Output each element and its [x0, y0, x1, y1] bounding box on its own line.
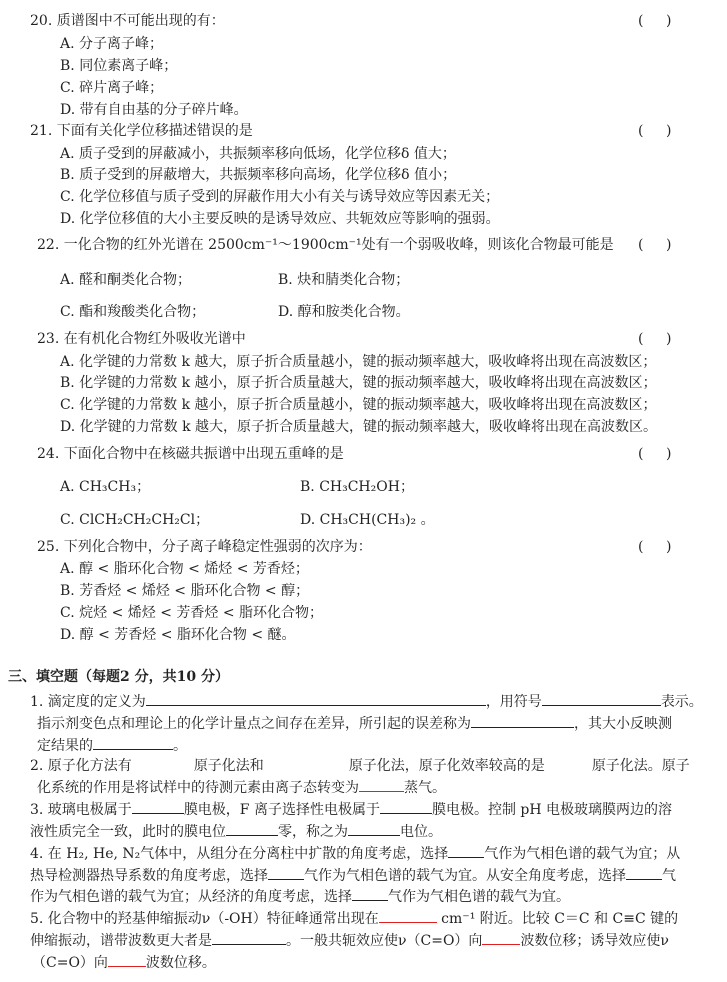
option: A. 质子受到的屏蔽减小，共振频率移向低场，化学位移δ 值大； — [60, 146, 456, 162]
text: 指示剂变色点和理论上的化学计量点之间存在差异，所引起的误差称为 — [37, 716, 471, 732]
text: 定结果的 — [37, 738, 93, 754]
paren-open: ( — [638, 123, 644, 139]
fill-line — [30, 865, 676, 885]
option: B. 芳香烃 < 烯烃 < 脂环化合物 < 醇； — [60, 583, 310, 599]
option: A. 分子离子峰； — [60, 36, 164, 52]
option: C. 烷烃 < 烯烃 < 芳香烃 < 脂环化合物； — [60, 605, 324, 621]
text: 原子化法和 — [193, 758, 264, 774]
text: 4. 在 H₂, He, N₂气体中，从组分在分离柱中扩散的角度考虑，选择 — [30, 846, 449, 862]
text: 化系统的作用是将试样中的待测元素由离子态转变为 — [37, 780, 359, 796]
fill-line — [30, 691, 703, 711]
answer-blank[interactable] — [359, 777, 404, 792]
answer-blank[interactable] — [626, 865, 662, 880]
option: D. 化学键的力常数 k 越大，原子折合质量越大，键的振动频率越大，吸收峰将出现在高波数区。 — [60, 419, 658, 435]
text: 气作为气相色谱的载气为宜；从 — [484, 846, 681, 862]
option: B. 质子受到的屏蔽增大，共振频率移向高场，化学位移δ 值小； — [60, 167, 457, 183]
text: 5. 化合物中的羟基伸缩振动ν（-OH）特征峰通常出现在 — [30, 911, 379, 927]
answer-blank[interactable] — [380, 799, 432, 814]
option: C. 碎片离子峰； — [60, 80, 164, 96]
answer-blank[interactable] — [146, 691, 486, 706]
paren-close: ) — [666, 446, 672, 462]
text: ，用符号 — [485, 694, 542, 710]
fill-line — [30, 821, 442, 841]
fill-line — [30, 930, 669, 950]
paren-open: ( — [638, 13, 644, 29]
fill-line — [30, 799, 672, 819]
question-number: 24. — [37, 446, 60, 462]
fill-line — [30, 756, 690, 776]
option: B. 化学键的力常数 k 越小，原子折合质量越大，键的振动频率越大，吸收峰将出现在高波数区； — [60, 375, 657, 391]
question-text: 下列化合物中，分子离子峰稳定性强弱的次序为： — [63, 539, 372, 555]
option: C. ClCH₂CH₂CH₂Cl； — [60, 512, 210, 528]
text: 膜电极。控制 pH 电极玻璃膜两边的溶 — [431, 802, 673, 818]
option: B. 同位素离子峰； — [60, 58, 178, 74]
text: 。一般共轭效应使ν（C=O）向 — [286, 933, 483, 949]
fill-line — [30, 886, 570, 906]
paren-close: ) — [666, 123, 672, 139]
option: A. 醛和酮类化合物； — [60, 272, 192, 288]
fill-line — [30, 908, 678, 928]
answer-blank[interactable] — [348, 821, 400, 836]
text: （C=O）向 — [32, 955, 108, 971]
text: 2. 原子化方法有 — [30, 758, 132, 774]
text: 气作为气相色谱的载气为宜。 — [388, 889, 570, 905]
question-text: 下面有关化学位移描述错误的是 — [56, 123, 253, 139]
answer-blank[interactable] — [93, 735, 173, 750]
fill-line — [37, 777, 446, 797]
text: 零，称之为 — [278, 824, 348, 840]
text: cm⁻¹ 附近。比较 C＝C 和 C≡C 键的 — [436, 911, 679, 927]
option: D. 带有自由基的分子碎片峰。 — [60, 102, 248, 118]
paren-open: ( — [638, 237, 644, 253]
text: 热导检测器热导系数的角度考虑，选择 — [30, 868, 268, 884]
option: A. 化学键的力常数 k 越大，原子折合质量越小，键的振动频率越大，吸收峰将出现在高波数区； — [60, 354, 657, 370]
question-23-stem — [37, 329, 246, 349]
text: 表示。 — [660, 694, 703, 710]
question-text: 下面化合物中在核磁共振谱中出现五重峰的是 — [63, 446, 344, 462]
text: 作为气相色谱的载气为宜；从经济的角度考虑，选择 — [30, 889, 352, 905]
fill-line — [32, 952, 216, 972]
paren-close: ) — [666, 237, 672, 253]
option: B. 炔和腈类化合物； — [278, 272, 410, 288]
question-number: 22. — [37, 237, 60, 253]
answer-blank[interactable] — [268, 865, 304, 880]
text: 液性质完全一致，此时的膜电位 — [30, 824, 226, 840]
text: 蒸气。 — [404, 780, 446, 796]
question-22-stem — [37, 235, 614, 255]
text: 伸缩振动，谱带波数更大者是 — [30, 933, 212, 949]
paren-close: ) — [666, 13, 672, 29]
answer-blank[interactable] — [448, 843, 484, 858]
section-title: 三、填空题（每题2 分，共10 分） — [8, 669, 229, 685]
text: 原子化法。原子 — [591, 758, 690, 774]
text: ，其大小反映测 — [574, 716, 672, 732]
paren-open: ( — [638, 539, 644, 555]
answer-blank[interactable] — [226, 821, 278, 836]
paren-close: ) — [666, 331, 672, 347]
text: 气 — [662, 868, 676, 884]
option: D. 醇 < 芳香烃 < 脂环化合物 < 醚。 — [60, 627, 296, 643]
answer-blank[interactable] — [542, 691, 661, 706]
question-text: 在有机化合物红外吸收光谱中 — [63, 331, 246, 347]
question-number: 20. — [30, 13, 53, 29]
question-24-stem — [37, 444, 344, 464]
question-21-stem — [30, 121, 253, 141]
paren-close: ) — [666, 539, 672, 555]
option: A. CH₃CH₃； — [60, 479, 151, 495]
text: 波数位移。 — [145, 955, 216, 971]
option: D. 化学位移值的大小主要反映的是诱导效应、共轭效应等影响的强弱。 — [60, 211, 500, 227]
option: D. 醇和胺类化合物。 — [278, 304, 410, 320]
text: 3. 玻璃电极属于 — [30, 802, 132, 818]
text: 电位。 — [400, 824, 442, 840]
question-number: 23. — [37, 331, 60, 347]
answer-blank[interactable] — [132, 799, 184, 814]
answer-blank[interactable] — [379, 908, 437, 923]
text: 原子化法，原子化效率较高的是 — [348, 758, 545, 774]
question-text: 一化合物的红外光谱在 2500cm⁻¹～1900cm⁻¹处有一个弱吸收峰，则该化合物最可能是 — [63, 237, 614, 253]
answer-blank[interactable] — [212, 930, 286, 945]
text: 1. 滴定度的定义为 — [30, 694, 146, 710]
fill-line — [37, 735, 187, 755]
option: C. 化学位移值与质子受到的屏蔽作用大小有关与诱导效应等因素无关； — [60, 189, 500, 205]
option: C. 酯和羧酸类化合物； — [60, 304, 206, 320]
fill-line — [30, 843, 680, 863]
question-20-stem — [30, 11, 225, 31]
question-number: 21. — [30, 123, 53, 139]
text: 膜电极，F 离子选择性电极属于 — [183, 802, 380, 818]
question-number: 25. — [37, 539, 60, 555]
option: B. CH₃CH₂OH； — [300, 479, 414, 495]
text: 波数位移；诱导效应使ν — [520, 933, 669, 949]
question-25-stem — [37, 537, 372, 557]
paren-open: ( — [638, 446, 644, 462]
answer-blank[interactable] — [471, 713, 574, 728]
answer-blank[interactable] — [482, 930, 520, 945]
question-text: 质谱图中不可能出现的有： — [56, 13, 225, 29]
option: D. CH₃CH(CH₃)₂ 。 — [300, 512, 435, 528]
option: A. 醇 < 脂环化合物 < 烯烃 < 芳香烃； — [60, 561, 309, 577]
answer-blank[interactable] — [108, 952, 146, 967]
text: 。 — [173, 738, 187, 754]
fill-line — [37, 713, 672, 733]
paren-open: ( — [638, 331, 644, 347]
text: 气作为气相色谱的载气为宜。从安全角度考虑，选择 — [304, 868, 626, 884]
option: C. 化学键的力常数 k 越小，原子折合质量越小，键的振动频率越大，吸收峰将出现在高波数区； — [60, 397, 657, 413]
answer-blank[interactable] — [352, 886, 388, 901]
